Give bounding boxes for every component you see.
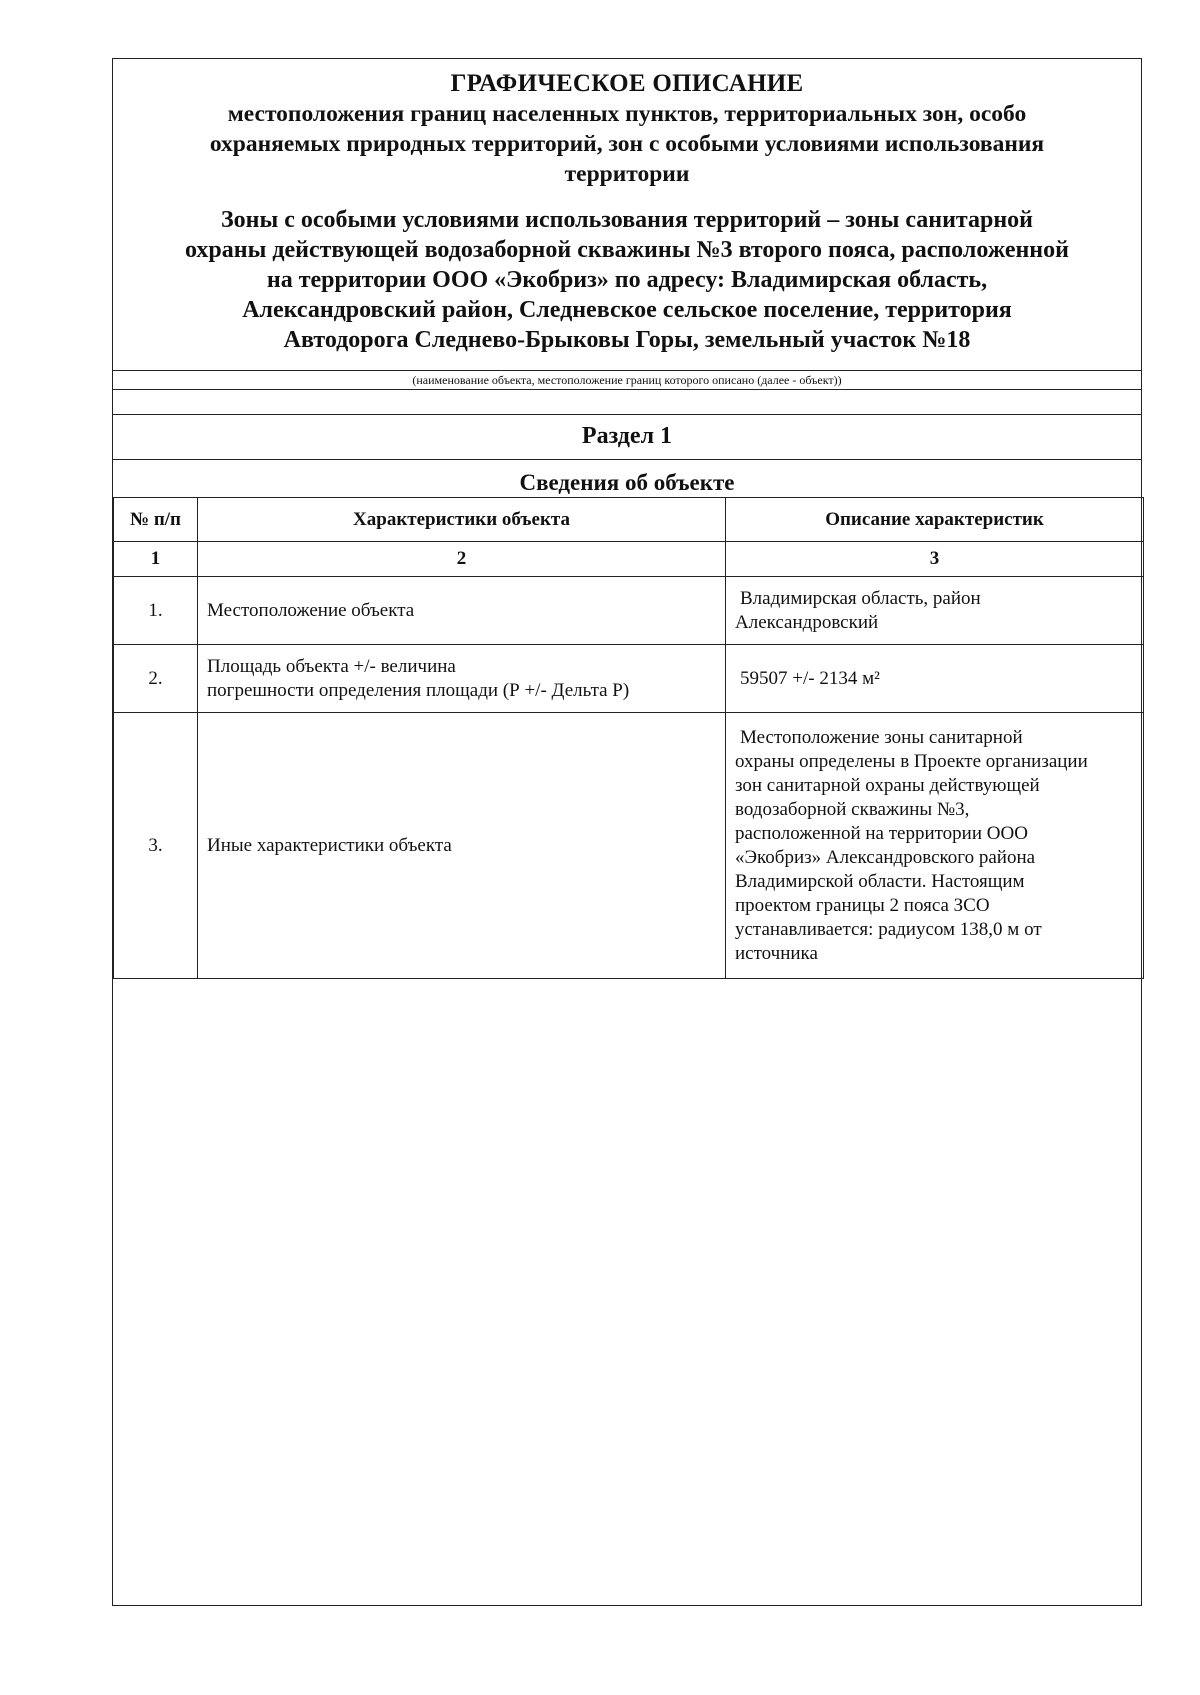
subtitle-line: охраняемых природных территорий, зон с особыми условиями использования bbox=[209, 131, 1045, 157]
description-line: проектом границы 2 пояса ЗСО bbox=[735, 894, 990, 916]
object-name bbox=[113, 205, 1141, 355]
row-characteristic bbox=[198, 713, 726, 979]
table-row bbox=[114, 645, 1144, 713]
table-header-row bbox=[114, 498, 1144, 542]
subtitle-line: местоположения границ населенных пунктов, территориальных зон, особо bbox=[227, 101, 1027, 127]
description-line: 59507 +/- 2134 м² bbox=[740, 667, 880, 689]
column-header-description: Описание характеристик bbox=[726, 498, 1144, 542]
object-name-line: Автодорога Следнево-Брыковы Горы, земельный участок №18 bbox=[283, 327, 971, 353]
description-line: Александровский bbox=[735, 611, 879, 633]
table-row bbox=[114, 713, 1144, 979]
description-line: Владимирской области. Настоящим bbox=[735, 870, 1025, 892]
section-subtitle: Сведения об объекте bbox=[519, 470, 735, 495]
characteristic-line: Местоположение объекта bbox=[207, 599, 415, 621]
row-number: 3. bbox=[114, 713, 198, 979]
column-header-characteristic: Характеристики объекта bbox=[198, 498, 726, 542]
description-line: зон санитарной охраны действующей bbox=[735, 774, 1040, 796]
row-description bbox=[726, 645, 1144, 713]
column-number: 2 bbox=[198, 542, 726, 577]
object-info-table bbox=[113, 497, 1144, 979]
description-line: водозаборной скважины №3, bbox=[735, 798, 970, 820]
document-header bbox=[113, 59, 1141, 370]
section-title: Раздел 1 bbox=[581, 423, 673, 449]
description-line: «Экобриз» Александровского района bbox=[735, 846, 1036, 868]
row-characteristic bbox=[198, 645, 726, 713]
column-number: 1 bbox=[114, 542, 198, 577]
description-line: Владимирская область, район bbox=[740, 587, 981, 609]
description-line: охраны определены в Проекте организации bbox=[735, 750, 1088, 772]
row-number: 1. bbox=[114, 577, 198, 645]
description-line: источника bbox=[735, 942, 818, 964]
subtitle-line: территории bbox=[564, 161, 690, 187]
document-frame bbox=[112, 58, 1142, 1606]
column-number-row bbox=[114, 542, 1144, 577]
document-subtitle bbox=[113, 99, 1141, 189]
object-caption: (наименование объекта, местоположение границ которого описано (далее - объект)) bbox=[412, 373, 842, 387]
table-row bbox=[114, 577, 1144, 645]
characteristic-line: погрешности определения площади (Р +/- Дельта Р) bbox=[207, 679, 630, 701]
object-name-line: Зоны с особыми условиями использования территорий – зоны санитарной bbox=[220, 207, 1034, 233]
description-line: устанавливается: радиусом 138,0 м от bbox=[735, 918, 1042, 940]
header-divider bbox=[113, 370, 1141, 371]
object-name-line: охраны действующей водозаборной скважины №3 второго пояса, расположенной bbox=[185, 237, 1069, 263]
characteristic-line: Иные характеристики объекта bbox=[207, 834, 452, 856]
description-line: расположенной на территории ООО bbox=[735, 822, 1028, 844]
column-header-number: № п/п bbox=[114, 498, 198, 542]
document-title: ГРАФИЧЕСКОЕ ОПИСАНИЕ bbox=[450, 70, 804, 97]
column-number: 3 bbox=[726, 542, 1144, 577]
row-characteristic bbox=[198, 577, 726, 645]
characteristic-line: Площадь объекта +/- величина bbox=[207, 655, 456, 677]
object-name-line: Александровский район, Следневское сельское поселение, территория bbox=[242, 297, 1012, 323]
row-description bbox=[726, 713, 1144, 979]
row-number: 2. bbox=[114, 645, 198, 713]
caption-divider bbox=[113, 389, 1141, 390]
object-name-line: на территории ООО «Экобриз» по адресу: Владимирская область, bbox=[266, 267, 988, 293]
row-description bbox=[726, 577, 1144, 645]
description-line: Местоположение зоны санитарной bbox=[740, 726, 1023, 748]
